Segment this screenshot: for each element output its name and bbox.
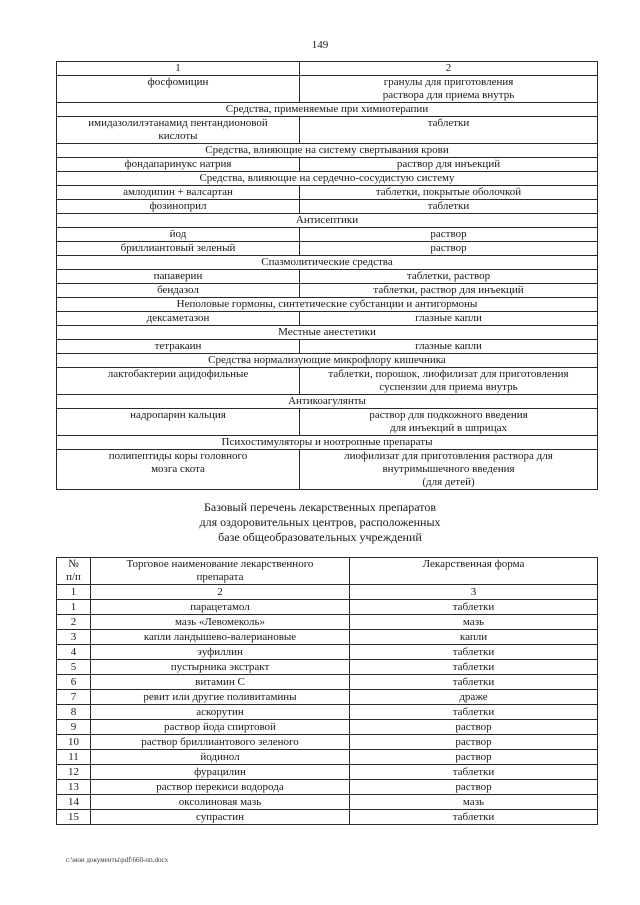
table-row	[57, 284, 598, 298]
table-row	[57, 450, 598, 490]
table-row	[57, 409, 598, 436]
dosage-form-cell: глазные капли	[300, 340, 598, 354]
section-title: Средства, влияющие на систему свертывания крови	[57, 144, 598, 158]
dosage-form-cell: таблетки	[350, 660, 598, 675]
trade-name-cell: раствор перекиси водорода	[91, 780, 350, 795]
section-header-row	[57, 298, 598, 312]
dosage-form-cell: раствор	[300, 242, 598, 256]
drug-name-cell: фондапаринукс натрия	[57, 158, 300, 172]
section-title: Средства нормализующие микрофлору кишечника	[57, 354, 598, 368]
column-number-cell: 3	[350, 585, 598, 600]
column-numbers-row	[57, 585, 598, 600]
medication-table-2	[56, 557, 598, 825]
dosage-form-cell: таблетки	[350, 600, 598, 615]
base-list-title-line-3: базе общеобразовательных учреждений	[218, 530, 422, 544]
table-row	[57, 270, 598, 284]
section-header-row	[57, 103, 598, 117]
column-number-cell: 2	[300, 62, 598, 76]
drug-name-cell: бендазол	[57, 284, 300, 298]
trade-name-cell: парацетамол	[91, 600, 350, 615]
column-header-cell: Торговое наименование лекарственного препарата	[91, 558, 350, 585]
dosage-form-cell: таблетки	[300, 200, 598, 214]
dosage-form-cell: таблетки	[350, 765, 598, 780]
drug-name-cell: папаверин	[57, 270, 300, 284]
row-number-cell: 15	[57, 810, 91, 825]
dosage-form-cell: таблетки, раствор	[300, 270, 598, 284]
row-number-cell: 4	[57, 645, 91, 660]
drug-name-cell: йод	[57, 228, 300, 242]
dosage-form-cell: гранулы для приготовления раствора для приема внутрь	[300, 76, 598, 103]
drug-name-cell: фосфомицин	[57, 76, 300, 103]
row-number-cell: 5	[57, 660, 91, 675]
row-number-cell: 12	[57, 765, 91, 780]
drug-name-cell: бриллиантовый зеленый	[57, 242, 300, 256]
trade-name-cell: аскорутин	[91, 705, 350, 720]
dosage-form-cell: таблетки	[300, 117, 598, 144]
row-number-cell: 2	[57, 615, 91, 630]
table-row	[57, 228, 598, 242]
trade-name-cell: эуфиллин	[91, 645, 350, 660]
trade-name-cell: мазь «Левомеколь»	[91, 615, 350, 630]
dosage-form-cell: раствор	[350, 750, 598, 765]
table-row	[57, 675, 598, 690]
table-row	[57, 630, 598, 645]
dosage-form-cell: мазь	[350, 615, 598, 630]
table-row	[57, 186, 598, 200]
section-title: Психостимуляторы и ноотропные препараты	[57, 436, 598, 450]
drug-name-cell: полипептиды коры головного мозга скота	[57, 450, 300, 490]
trade-name-cell: капли ландышево-валериановые	[91, 630, 350, 645]
table-row	[57, 735, 598, 750]
dosage-form-cell: таблетки	[350, 675, 598, 690]
section-title: Местные анестетики	[57, 326, 598, 340]
table-row	[57, 615, 598, 630]
dosage-form-cell: раствор	[350, 720, 598, 735]
row-number-cell: 7	[57, 690, 91, 705]
page-number: 149	[311, 39, 329, 51]
dosage-form-cell: раствор	[300, 228, 598, 242]
table-row	[57, 117, 598, 144]
dosage-form-cell: лиофилизат для приготовления раствора для внутримышечного введения (для детей)	[300, 450, 598, 490]
dosage-form-cell: драже	[350, 690, 598, 705]
drug-name-cell: надропарин кальция	[57, 409, 300, 436]
dosage-form-cell: таблетки	[350, 705, 598, 720]
column-header-cell: № п/п	[57, 558, 91, 585]
table-row	[57, 810, 598, 825]
trade-name-cell: фурацилин	[91, 765, 350, 780]
dosage-form-cell: глазные капли	[300, 312, 598, 326]
section-header-row	[57, 354, 598, 368]
row-number-cell: 8	[57, 705, 91, 720]
dosage-form-cell: таблетки, раствор для инъекций	[300, 284, 598, 298]
section-title: Антикоагулянты	[57, 395, 598, 409]
dosage-form-cell: таблетки, покрытые оболочкой	[300, 186, 598, 200]
trade-name-cell: йодинол	[91, 750, 350, 765]
section-header-row	[57, 144, 598, 158]
column-number-cell: 2	[91, 585, 350, 600]
file-path-footer: c:\мои документы\pdf\660-пп.docx	[66, 856, 169, 864]
table-row	[57, 340, 598, 354]
dosage-form-cell: таблетки	[350, 810, 598, 825]
table-row	[57, 158, 598, 172]
table-row	[57, 242, 598, 256]
dosage-form-cell: таблетки	[350, 645, 598, 660]
section-header-row	[57, 172, 598, 186]
dosage-form-cell: мазь	[350, 795, 598, 810]
column-number-cell: 1	[57, 585, 91, 600]
table-row	[57, 705, 598, 720]
dosage-form-cell: капли	[350, 630, 598, 645]
section-header-row	[57, 326, 598, 340]
table-header-row	[57, 558, 598, 585]
section-header-row	[57, 436, 598, 450]
drug-name-cell: тетракаин	[57, 340, 300, 354]
table-row	[57, 368, 598, 395]
trade-name-cell: пустырника экстракт	[91, 660, 350, 675]
drug-name-cell: фозиноприл	[57, 200, 300, 214]
section-title: Антисептики	[57, 214, 598, 228]
table-row	[57, 600, 598, 615]
row-number-cell: 14	[57, 795, 91, 810]
row-number-cell: 13	[57, 780, 91, 795]
trade-name-cell: раствор йода спиртовой	[91, 720, 350, 735]
medication-table-1	[56, 61, 598, 490]
row-number-cell: 10	[57, 735, 91, 750]
trade-name-cell: ревит или другие поливитамины	[91, 690, 350, 705]
table-row	[57, 795, 598, 810]
trade-name-cell: оксолиновая мазь	[91, 795, 350, 810]
table-row	[57, 76, 598, 103]
row-number-cell: 6	[57, 675, 91, 690]
base-list-title-line-1: Базовый перечень лекарственных препаратов	[203, 500, 437, 514]
trade-name-cell: раствор бриллиантового зеленого	[91, 735, 350, 750]
drug-name-cell: лактобактерии ацидофильные	[57, 368, 300, 395]
dosage-form-cell: таблетки, порошок, лиофилизат для приготовления суспензии для приема внутрь	[300, 368, 598, 395]
table-row	[57, 720, 598, 735]
dosage-form-cell: раствор для инъекций	[300, 158, 598, 172]
table-row	[57, 312, 598, 326]
section-title: Спазмолитические средства	[57, 256, 598, 270]
table-header-row	[57, 62, 598, 76]
row-number-cell: 9	[57, 720, 91, 735]
section-title: Средства, применяемые при химиотерапии	[57, 103, 598, 117]
base-list-title	[0, 500, 640, 545]
dosage-form-cell: раствор	[350, 735, 598, 750]
dosage-form-cell: раствор для подкожного введения для инъекций в шприцах	[300, 409, 598, 436]
section-title: Средства, влияющие на сердечно-сосудистую систему	[57, 172, 598, 186]
table-row	[57, 780, 598, 795]
dosage-form-cell: раствор	[350, 780, 598, 795]
table-row	[57, 200, 598, 214]
drug-name-cell: амлодипин + валсартан	[57, 186, 300, 200]
table-row	[57, 690, 598, 705]
trade-name-cell: супрастин	[91, 810, 350, 825]
table-row	[57, 750, 598, 765]
table-row	[57, 645, 598, 660]
drug-name-cell: имидазолилэтанамид пентандионовой кислоты	[57, 117, 300, 144]
section-title: Неполовые гормоны, синтетические субстанции и антигормоны	[57, 298, 598, 312]
section-header-row	[57, 395, 598, 409]
table-row	[57, 765, 598, 780]
section-header-row	[57, 256, 598, 270]
trade-name-cell: витамин С	[91, 675, 350, 690]
column-number-cell: 1	[57, 62, 300, 76]
table-row	[57, 660, 598, 675]
drug-name-cell: дексаметазон	[57, 312, 300, 326]
column-header-cell: Лекарственная форма	[350, 558, 598, 585]
section-header-row	[57, 214, 598, 228]
row-number-cell: 3	[57, 630, 91, 645]
base-list-title-line-2: для оздоровительных центров, расположенных	[199, 515, 441, 529]
row-number-cell: 11	[57, 750, 91, 765]
row-number-cell: 1	[57, 600, 91, 615]
